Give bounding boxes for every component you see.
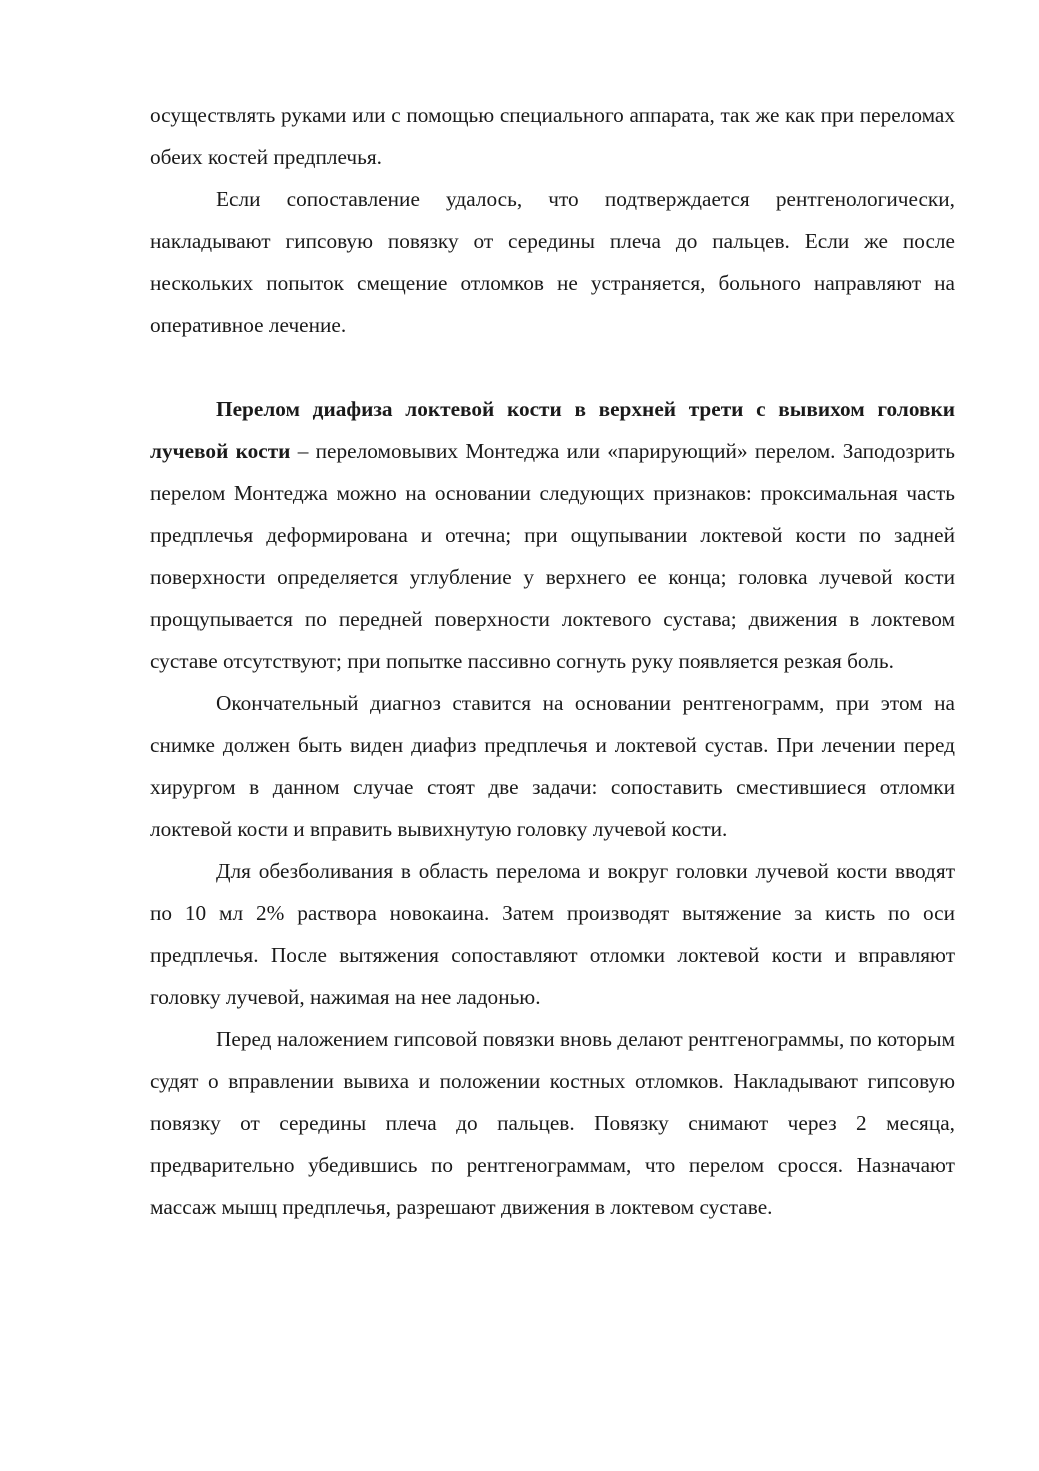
paragraph-text: Окончательный диагноз ставится на основании рентгенограмм, при этом на снимке должен быть виден диафиз предплечья и локтевой сустав. При лечении перед хирургом в данном случае стоят две задачи: сопоставить сместившиеся отломки локтевой кости и вправить вывихнутую головку лучевой кости. xyxy=(150,691,955,841)
paragraph-continuation xyxy=(150,94,955,178)
paragraph-monteggia-definition xyxy=(150,388,955,682)
section-heading: Перелом диафиза локтевой кости в верхней трети с вывихом головки лучевой кости xyxy=(150,397,955,463)
paragraph-text: Если сопоставление удалось, что подтверждается рентгенологически, накладывают гипсовую повязку от середины плеча до пальцев. Если же после нескольких попыток смещение отломков не устраняется, больного направляют на оперативное лечение. xyxy=(150,187,955,337)
paragraph-text: – переломовывих Монтеджа или «парирующий» перелом. Заподозрить перелом Монтеджа можно на основании следующих признаков: проксимальная часть предплечья деформирована и отечна; при ощупывании локтевой кости по задней поверхности определяется углубление у верхнего ее конца; головка лучевой кости прощупывается по передней поверхности локтевого сустава; движения в локтевом суставе отсутствуют; при попытке пассивно согнуть руку появляется резкая боль. xyxy=(150,439,956,673)
paragraph-anesthesia xyxy=(150,850,955,1018)
text-column xyxy=(150,94,955,1228)
paragraph-text: осуществлять руками или с помощью специального аппарата, так же как при переломах обеих костей предплечья. xyxy=(150,103,955,169)
paragraph-text: Для обезболивания в область перелома и вокруг головки лучевой кости вводят по 10 мл 2% раствора новокаина. Затем производят вытяжение за кисть по оси предплечья. После вытяжения сопоставляют отломки локтевой кости и вправляют головку лучевой, нажимая на нее ладонью. xyxy=(150,859,955,1009)
paragraph-cast xyxy=(150,1018,955,1228)
paragraph-reduction-result xyxy=(150,178,955,346)
paragraph-text: Перед наложением гипсовой повязки вновь делают рентгенограммы, по которым судят о вправлении вывиха и положении костных отломков. Накладывают гипсовую повязку от середины плеча до пальцев. Повязку снимают через 2 месяца, предварительно убедившись по рентгенограммам, что перелом сросся. Назначают массаж мышц предплечья, разрешают движения в локтевом суставе. xyxy=(150,1027,955,1219)
paragraph-diagnosis xyxy=(150,682,955,850)
